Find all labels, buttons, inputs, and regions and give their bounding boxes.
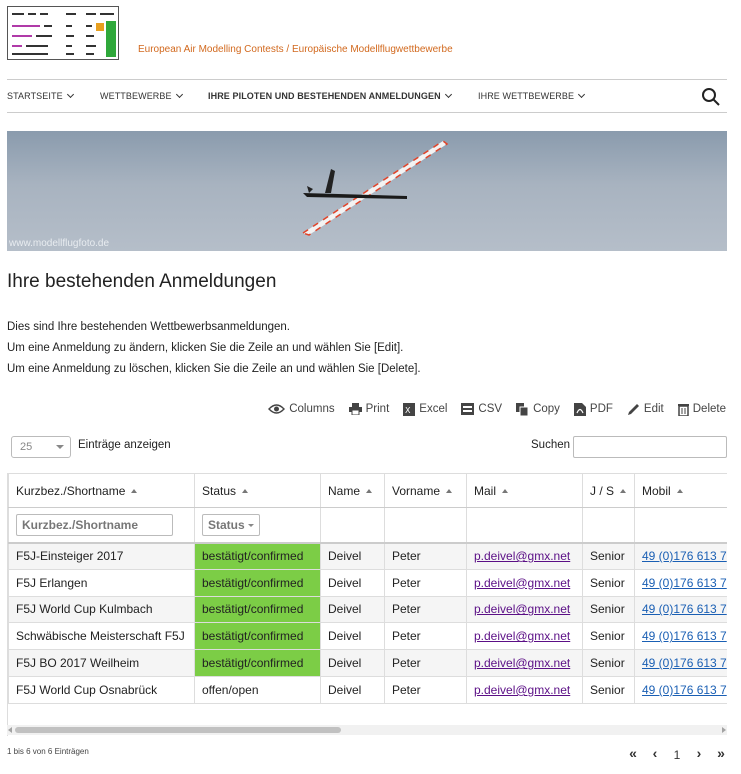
nav-item-startseite[interactable] — [7, 91, 73, 101]
site-logo[interactable] — [7, 6, 119, 60]
cell-name: Deivel — [321, 569, 385, 596]
prev-page-icon[interactable]: ‹ — [652, 745, 658, 761]
scroll-left-icon[interactable] — [8, 727, 12, 733]
cell-name: Deivel — [321, 596, 385, 623]
cell-mobil — [635, 676, 728, 703]
cell-mobil — [635, 569, 728, 596]
scrollbar-thumb[interactable] — [15, 727, 341, 733]
cell-shortname: F5J-Einsteiger 2017 — [9, 543, 195, 570]
cell-status: bestätigt/confirmed — [195, 623, 321, 650]
sort-icon — [502, 489, 508, 493]
pagination — [622, 745, 732, 765]
copy-icon — [516, 403, 529, 416]
sort-icon — [620, 489, 626, 493]
chevron-down-icon — [578, 91, 585, 98]
mail-link[interactable]: p.deivel@gmx.net — [474, 549, 571, 564]
cell-mail — [467, 569, 583, 596]
column-header-mobil[interactable] — [635, 474, 728, 508]
sort-icon — [131, 489, 137, 493]
nav-item-wettbewerbe[interactable] — [100, 91, 182, 101]
csv-label: CSV — [478, 403, 503, 415]
cell-name: Deivel — [321, 676, 385, 703]
mail-link[interactable]: p.deivel@gmx.net — [474, 575, 571, 590]
cell-status: offen/open — [195, 676, 321, 703]
intro-line: Um eine Anmeldung zu ändern, klicken Sie die Zeile an und wählen Sie [Edit]. — [7, 342, 404, 354]
page-number[interactable]: 1 — [673, 748, 681, 762]
phone-link[interactable]: 49 (0)176 613 7 — [642, 549, 727, 564]
cell-status: bestätigt/confirmed — [195, 569, 321, 596]
cell-vorname: Peter — [385, 543, 467, 570]
column-header-vorname[interactable] — [385, 474, 467, 508]
column-title: Mobil — [642, 483, 671, 498]
cell-name: Deivel — [321, 650, 385, 677]
scroll-right-icon[interactable] — [722, 727, 726, 733]
first-page-icon[interactable]: « — [629, 745, 637, 761]
site-tagline: European Air Modelling Contests / Europäische Modellflugwettbewerbe — [138, 44, 453, 55]
nav-item-piloten-anmeldungen[interactable] — [208, 91, 451, 101]
status-filter-select[interactable]: Status — [202, 514, 260, 536]
table-row[interactable] — [9, 569, 728, 596]
pdf-label: PDF — [589, 403, 613, 415]
column-title: Kurzbez./Shortname — [16, 483, 126, 498]
sort-icon — [446, 489, 452, 493]
table-search-input[interactable] — [573, 436, 727, 458]
cell-mail — [467, 623, 583, 650]
filter-cell — [467, 508, 583, 543]
search-icon[interactable] — [701, 87, 721, 107]
cell-mail — [467, 676, 583, 703]
columns-button[interactable] — [268, 401, 334, 417]
sort-icon — [366, 489, 372, 493]
table-row[interactable] — [9, 543, 728, 570]
filter-cell — [635, 508, 728, 543]
csv-file-icon — [461, 403, 474, 415]
cell-status: bestätigt/confirmed — [195, 543, 321, 570]
table-toolbar — [268, 401, 726, 417]
registrations-table — [8, 473, 727, 704]
phone-link[interactable]: 49 (0)176 613 7 — [642, 656, 727, 671]
cell-mail — [467, 543, 583, 570]
banner-credit: www.modellflugfoto.de — [9, 238, 110, 249]
cell-mobil — [635, 623, 728, 650]
excel-label: Excel — [419, 403, 448, 415]
edit-button[interactable] — [627, 401, 664, 417]
chevron-down-icon — [445, 91, 452, 98]
copy-button[interactable] — [516, 401, 560, 417]
cell-vorname: Peter — [385, 623, 467, 650]
nav-label: IHRE PILOTEN UND BESTEHENDEN ANMELDUNGEN — [208, 91, 441, 101]
shortname-filter-input[interactable]: Kurzbez./Shortname — [16, 514, 173, 536]
cell-shortname: F5J Erlangen — [9, 569, 195, 596]
column-title: Mail — [474, 483, 497, 498]
cell-vorname: Peter — [385, 650, 467, 677]
cell-mail — [467, 650, 583, 677]
page-length-label: Einträge anzeigen — [78, 439, 171, 451]
cell-js: Senior — [583, 676, 635, 703]
table-row[interactable] — [9, 623, 728, 650]
csv-button[interactable] — [461, 401, 502, 417]
registrations-table-wrapper — [7, 473, 727, 736]
last-page-icon[interactable]: » — [717, 745, 725, 761]
excel-file-icon — [403, 403, 415, 416]
cell-mobil — [635, 543, 728, 570]
phone-link[interactable]: 49 (0)176 613 7 — [642, 602, 727, 617]
cell-js: Senior — [583, 543, 635, 570]
mail-link[interactable]: p.deivel@gmx.net — [474, 682, 571, 697]
phone-link[interactable]: 49 (0)176 613 7 — [642, 629, 727, 644]
main-nav — [7, 79, 727, 113]
cell-js: Senior — [583, 623, 635, 650]
cell-mail — [467, 596, 583, 623]
column-header-status[interactable] — [195, 474, 321, 508]
cell-js: Senior — [583, 596, 635, 623]
next-page-icon[interactable]: › — [696, 745, 702, 761]
cell-shortname: F5J World Cup Osnabrück — [9, 676, 195, 703]
delete-label: Delete — [692, 403, 726, 415]
cell-shortname: F5J BO 2017 Weilheim — [9, 650, 195, 677]
pencil-icon — [627, 403, 640, 416]
table-row[interactable] — [9, 676, 728, 703]
filter-cell — [9, 508, 195, 543]
column-title: Vorname — [392, 483, 441, 498]
page-title: Ihre bestehenden Anmeldungen — [7, 271, 277, 292]
column-header-name[interactable] — [321, 474, 385, 508]
cell-status: bestätigt/confirmed — [195, 596, 321, 623]
column-title: Name — [328, 483, 361, 498]
cell-mobil — [635, 650, 728, 677]
table-row[interactable] — [9, 650, 728, 677]
nav-label: IHRE WETTBEWERBE — [478, 91, 575, 101]
sort-icon — [242, 489, 248, 493]
cell-shortname: F5J World Cup Kulmbach — [9, 596, 195, 623]
cell-mobil — [635, 596, 728, 623]
search-label: Suchen — [531, 439, 571, 451]
print-button[interactable] — [349, 401, 390, 417]
column-header-js[interactable] — [583, 474, 635, 508]
glider-image — [7, 131, 727, 251]
cell-vorname: Peter — [385, 676, 467, 703]
trash-icon — [678, 403, 689, 416]
cell-vorname: Peter — [385, 569, 467, 596]
filter-cell — [583, 508, 635, 543]
column-header-mail[interactable] — [467, 474, 583, 508]
sort-icon — [677, 489, 683, 493]
excel-button[interactable] — [403, 401, 447, 417]
column-title: J / S — [590, 483, 615, 498]
intro-line: Dies sind Ihre bestehenden Wettbewerbsanmeldungen. — [7, 321, 290, 333]
print-label: Print — [365, 403, 390, 415]
cell-js: Senior — [583, 569, 635, 596]
mail-link[interactable]: p.deivel@gmx.net — [474, 656, 571, 671]
copy-label: Copy — [533, 403, 560, 415]
filter-cell — [321, 508, 385, 543]
horizontal-scrollbar[interactable] — [7, 725, 727, 735]
hero-banner — [7, 131, 727, 251]
nav-item-ihre-wettbewerbe[interactable] — [478, 91, 584, 101]
table-info: 1 bis 6 von 6 Einträgen — [7, 747, 89, 756]
column-title: Status — [202, 483, 237, 498]
columns-label: Columns — [289, 403, 335, 415]
chevron-down-icon — [176, 91, 183, 98]
cell-name: Deivel — [321, 623, 385, 650]
mail-link[interactable]: p.deivel@gmx.net — [474, 602, 571, 617]
printer-icon — [349, 403, 362, 415]
cell-vorname: Peter — [385, 596, 467, 623]
phone-link[interactable]: 49 (0)176 613 7 — [642, 682, 727, 697]
chevron-down-icon — [67, 91, 74, 98]
mail-link[interactable]: p.deivel@gmx.net — [474, 629, 571, 644]
column-header-shortname[interactable] — [9, 474, 195, 508]
table-row[interactable] — [9, 596, 728, 623]
eye-icon — [268, 403, 285, 415]
nav-label: WETTBEWERBE — [100, 91, 172, 101]
nav-label: STARTSEITE — [7, 91, 63, 101]
pdf-button[interactable] — [574, 401, 613, 417]
svg-text:X: X — [405, 405, 411, 415]
intro-text — [7, 317, 421, 380]
cell-js: Senior — [583, 650, 635, 677]
cell-status: bestätigt/confirmed — [195, 650, 321, 677]
edit-label: Edit — [643, 403, 664, 415]
pdf-file-icon — [574, 403, 586, 416]
page-length-select[interactable]: 25 — [11, 436, 71, 458]
cell-name: Deivel — [321, 543, 385, 570]
cell-shortname: Schwäbische Meisterschaft F5J — [9, 623, 195, 650]
filter-cell — [195, 508, 321, 543]
filter-cell — [385, 508, 467, 543]
phone-link[interactable]: 49 (0)176 613 7 — [642, 575, 727, 590]
delete-button[interactable] — [678, 401, 726, 417]
intro-line: Um eine Anmeldung zu löschen, klicken Sie die Zeile an und wählen Sie [Delete]. — [7, 363, 421, 375]
